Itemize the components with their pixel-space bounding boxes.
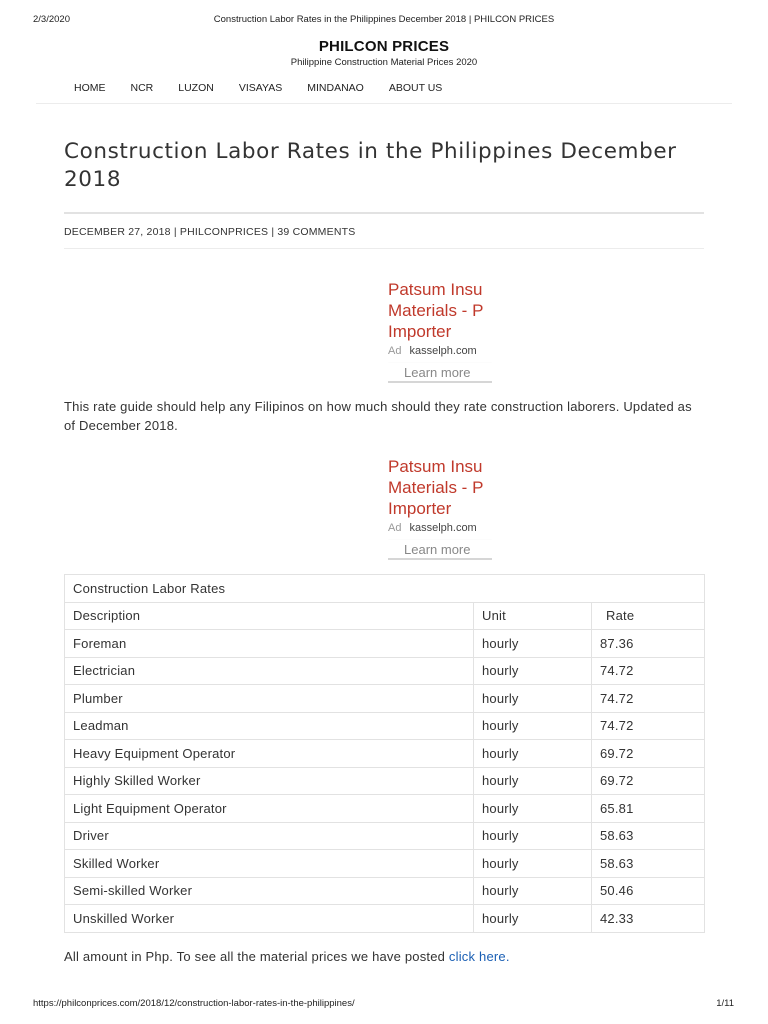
ad-title-line: Patsum Insu <box>388 280 483 299</box>
cell-unit: hourly <box>474 877 592 905</box>
nav-luzon[interactable]: LUZON <box>178 82 214 94</box>
ad-banner-middle[interactable] <box>388 456 492 560</box>
ad-source <box>388 345 492 357</box>
table-row <box>65 685 705 713</box>
article-meta: DECEMBER 27, 2018 | PHILCONPRICES | 39 COMMENTS <box>64 226 356 238</box>
nav-about-us[interactable]: ABOUT US <box>388 82 443 94</box>
site-branding <box>0 38 768 68</box>
cell-unit: hourly <box>474 905 592 933</box>
cell-unit: hourly <box>474 767 592 795</box>
article-title: Construction Labor Rates in the Philippines December 2018 <box>64 139 677 192</box>
cell-rate: 69.72 <box>592 767 705 795</box>
cell-rate: 58.63 <box>592 850 705 878</box>
table-row <box>65 877 705 905</box>
cell-rate: 74.72 <box>592 685 705 713</box>
print-date: 2/3/2020 <box>33 14 70 25</box>
cell-description: Leadman <box>65 712 474 740</box>
nav-ncr[interactable]: NCR <box>130 82 154 94</box>
footer-note-text: All amount in Php. To see all the material prices we have posted <box>64 949 449 964</box>
cell-description: Driver <box>65 822 474 850</box>
cell-rate: 50.46 <box>592 877 705 905</box>
cell-description: Unskilled Worker <box>65 905 474 933</box>
ad-title[interactable] <box>388 279 492 342</box>
header-description: Description <box>65 602 474 630</box>
nav-divider <box>36 103 732 104</box>
print-url: https://philconprices.com/2018/12/construction-labor-rates-in-the-philippines/ <box>33 998 355 1009</box>
intro-paragraph: This rate guide should help any Filipinos on how much should they rate construction laborers. Updated as of December 2018. <box>64 399 692 433</box>
ad-learn-more-button[interactable]: Learn more <box>388 363 492 383</box>
cell-rate: 87.36 <box>592 630 705 658</box>
ad-label: Ad <box>388 522 402 534</box>
table-row <box>65 905 705 933</box>
cell-rate: 58.63 <box>592 822 705 850</box>
ad-label: Ad <box>388 345 402 357</box>
cell-description: Heavy Equipment Operator <box>65 740 474 768</box>
cell-rate: 69.72 <box>592 740 705 768</box>
meta-divider <box>64 248 704 249</box>
site-name[interactable]: PHILCON PRICES <box>318 38 450 55</box>
title-divider <box>64 212 704 214</box>
table-row <box>65 795 705 823</box>
cell-description: Electrician <box>65 657 474 685</box>
cell-description: Highly Skilled Worker <box>65 767 474 795</box>
table-row <box>65 822 705 850</box>
ad-domain: kasselph.com <box>409 522 477 534</box>
table-row <box>65 657 705 685</box>
cell-description: Light Equipment Operator <box>65 795 474 823</box>
labor-rates-table <box>64 574 705 933</box>
cell-unit: hourly <box>474 795 592 823</box>
table-row <box>65 712 705 740</box>
footer-note <box>64 949 510 964</box>
table-row <box>65 630 705 658</box>
print-page-number: 1/11 <box>716 998 734 1009</box>
main-nav <box>74 82 467 94</box>
click-here-link[interactable]: click here. <box>448 949 510 964</box>
nav-home[interactable]: HOME <box>74 82 106 94</box>
cell-unit: hourly <box>474 685 592 713</box>
cell-unit: hourly <box>474 657 592 685</box>
table-row <box>65 740 705 768</box>
ad-learn-more-button[interactable]: Learn more <box>388 540 492 560</box>
ad-domain: kasselph.com <box>409 345 477 357</box>
cell-unit: hourly <box>474 712 592 740</box>
table-caption: Construction Labor Rates <box>65 575 705 603</box>
ad-title-line: Patsum Insu <box>388 457 483 476</box>
cell-description: Skilled Worker <box>65 850 474 878</box>
cell-description: Plumber <box>65 685 474 713</box>
header-unit: Unit <box>474 602 592 630</box>
nav-mindanao[interactable]: MINDANAO <box>307 82 364 94</box>
ad-title-line: Importer <box>388 322 452 341</box>
cell-rate: 65.81 <box>592 795 705 823</box>
table-row <box>65 767 705 795</box>
cell-rate: 42.33 <box>592 905 705 933</box>
ad-title-line: Materials - P <box>388 301 484 320</box>
cell-unit: hourly <box>474 630 592 658</box>
cell-description: Foreman <box>65 630 474 658</box>
ad-title[interactable] <box>388 456 492 519</box>
cell-description: Semi-skilled Worker <box>65 877 474 905</box>
ad-title-line: Materials - P <box>388 478 484 497</box>
site-tagline: Philippine Construction Material Prices 2020 <box>290 57 478 68</box>
print-doc-title: Construction Labor Rates in the Philippines December 2018 | PHILCON PRICES <box>213 14 555 25</box>
header-rate: Rate <box>592 602 705 630</box>
table-caption-row <box>65 575 705 603</box>
nav-visayas[interactable]: VISAYAS <box>238 82 283 94</box>
cell-rate: 74.72 <box>592 712 705 740</box>
cell-unit: hourly <box>474 822 592 850</box>
table-header-row <box>65 602 705 630</box>
ad-source <box>388 522 492 534</box>
cell-unit: hourly <box>474 740 592 768</box>
cell-unit: hourly <box>474 850 592 878</box>
table-row <box>65 850 705 878</box>
ad-title-line: Importer <box>388 499 452 518</box>
ad-banner-top[interactable] <box>388 279 492 383</box>
cell-rate: 74.72 <box>592 657 705 685</box>
